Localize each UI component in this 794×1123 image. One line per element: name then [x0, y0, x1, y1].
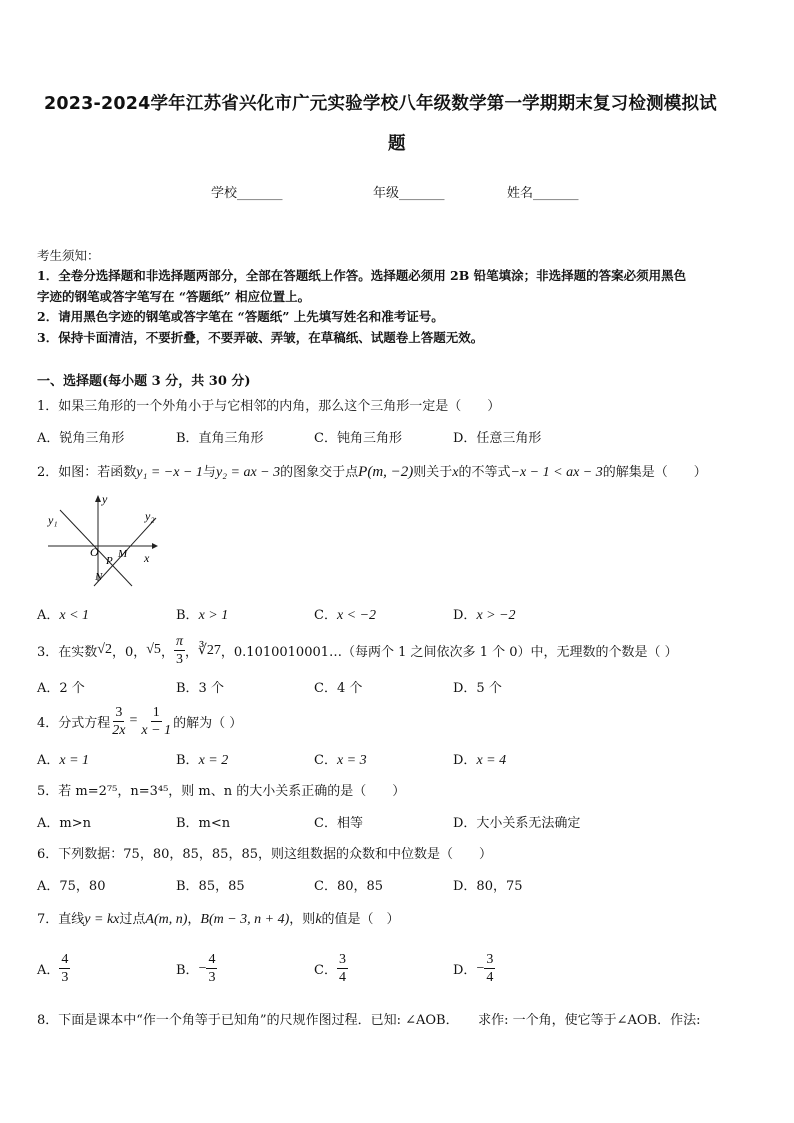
graph-label-y1: y₁ [48, 513, 58, 527]
q6-option-b: B．85，85 [176, 879, 245, 894]
q4-option-d: D．x = 4 [453, 753, 507, 768]
school-field: 学校_______ [211, 186, 283, 201]
question-8-stem: 8．下面是课本中“作一个角等于已知角”的尺规作图过程．已知: ∠AOB． 求作: 一个角，使它等于∠AOB．作法: [37, 1013, 701, 1028]
question-7-stem: 7．直线y = kx过点A(m, n)，B(m − 3, n + 4)，则k的值是（ ） [37, 912, 400, 927]
notice-line-1: 1．全卷分选择题和非选择题两部分，全部在答题纸上作答。选择题必须用 2B 铅笔填涂；非选择题的答案必须用黑色 [37, 268, 687, 283]
q2-function-y1: y₁ = −x − 1 [136, 465, 203, 480]
q7-point-a: A(m, n) [145, 912, 188, 927]
q3-option-b: B．3 个 [176, 681, 224, 696]
graph-label-m: M [118, 548, 128, 560]
q2-option-c: C．x < −2 [314, 608, 377, 623]
q2-option-b: B．x > 1 [176, 608, 229, 623]
q2-var-x: x [452, 465, 459, 480]
page-title-line1: 2023-2024学年江苏省兴化市广元实验学校八年级数学第一学期期末复习检测模拟试 [44, 94, 717, 114]
q2-text-6: 的解集是（ ） [602, 465, 707, 480]
q7-option-d: D． − $\frac{3}{4}$ [453, 952, 494, 985]
graph-label-o: O [90, 545, 99, 559]
q4-option-a: A．x = 1 [37, 753, 90, 768]
q5-option-c: C．相等 [314, 816, 363, 831]
q5-option-d: D．大小关系无法确定 [453, 816, 581, 831]
q2-function-graph [40, 490, 170, 590]
q2-text-2: 与 [202, 465, 216, 480]
q4-fraction-right: $\frac{1}{x - 1}$ [141, 704, 172, 738]
q4-option-b: B．x = 2 [176, 753, 229, 768]
name-field: 姓名_______ [507, 186, 579, 201]
question-2-stem [37, 461, 707, 481]
q6-option-c: C．80，85 [314, 879, 384, 894]
notice-heading: 考生须知： [37, 248, 100, 263]
grade-field: 年级_______ [373, 186, 445, 201]
q1-option-b: B．直角三角形 [176, 431, 264, 446]
graph-label-y2: y₂ [145, 509, 155, 523]
page-title-line2: 题 [388, 134, 406, 154]
q3-option-a: A．2 个 [37, 681, 85, 696]
notice-line-2: 字迹的钢笔或答字笔写在 “答题纸” 相应位置上。 [37, 289, 311, 304]
q2-option-a: A．x < 1 [37, 608, 90, 623]
q2-point-p: P(m, −2) [358, 464, 414, 480]
q6-option-d: D．80，75 [453, 879, 523, 894]
q2-text-5: 的不等式 [458, 465, 511, 480]
q3-sqrt2: √2 [97, 642, 112, 657]
x-axis-arrow [152, 543, 158, 549]
graph-label-x: x [144, 551, 150, 565]
q2-inequality: −x − 1 < ax − 3 [510, 465, 603, 480]
q1-option-d: D．任意三角形 [453, 431, 542, 446]
q1-option-a: A．锐角三角形 [37, 431, 125, 446]
q1-option-c: C．钝角三角形 [314, 431, 402, 446]
q7-option-c: C． $\frac{3}{4}$ [314, 952, 346, 985]
q4-option-c: C．x = 3 [314, 753, 367, 768]
question-4-stem: 4．分式方程 $\frac{3}{2x}$ = $\frac{1}{x - 1}$ 的解为（ ） [37, 704, 243, 738]
q2-text-1: 2．如图：若函数 [37, 465, 137, 480]
q2-text-3: 的图象交于点 [280, 465, 359, 480]
q5-option-a: A．m>n [37, 816, 91, 831]
notice-line-3: 2．请用黑色字迹的钢笔或答字笔在 “答题纸” 上先填写姓名和准考证号。 [37, 309, 444, 324]
q2-text-4: 则关于 [413, 465, 453, 480]
question-3-stem: 3．在实数 √2 ，0， √5 ， $\frac{\pi}{3}$ ， ∛27 ，0.1010010001…（每两个 1 之间依次多 1 个 0）中，无理数的个数是（ ） [37, 633, 678, 667]
q4-fraction-left: $\frac{3}{2x}$ [112, 704, 126, 738]
q3-option-d: D．5 个 [453, 681, 502, 696]
q7-line: y = kx [84, 912, 120, 927]
q3-option-c: C．4 个 [314, 681, 363, 696]
graph-label-p: P [106, 555, 113, 567]
question-5-stem: 5．若 m=2⁷⁵，n=3⁴⁵，则 m、n 的大小关系正确的是（ ） [37, 784, 406, 799]
question-1-stem: 1．如果三角形的一个外角小于与它相邻的内角，那么这个三角形一定是（ ） [37, 399, 501, 414]
section-heading: 一、选择题(每小题 3 分，共 30 分) [37, 374, 251, 389]
y-axis-arrow [95, 495, 101, 502]
q7-option-b: B． − $\frac{4}{3}$ [176, 952, 216, 985]
q5-option-b: B．m<n [176, 816, 231, 831]
notice-line-4: 3．保持卡面清洁，不要折叠，不要弄破、弄皱，在草稿纸、试题卷上答题无效。 [37, 330, 484, 345]
graph-label-n: N [95, 571, 103, 583]
q7-option-a: A． $\frac{4}{3}$ [37, 952, 69, 985]
q3-pi-over-3: $\frac{\pi}{3}$ [175, 633, 183, 667]
q3-cbrt27: ∛27 [197, 642, 221, 658]
q3-sqrt5: √5 [146, 642, 161, 657]
q2-option-d: D．x > −2 [453, 608, 516, 623]
question-6-stem: 6．下列数据：75，80，85，85，85，则这组数据的众数和中位数是（ ） [37, 847, 492, 862]
q2-function-y2: y₂ = ax − 3 [215, 465, 281, 480]
q7-point-b: B(m − 3, n + 4) [200, 912, 290, 927]
graph-label-y: y [102, 492, 108, 506]
q6-option-a: A．75，80 [37, 879, 106, 894]
